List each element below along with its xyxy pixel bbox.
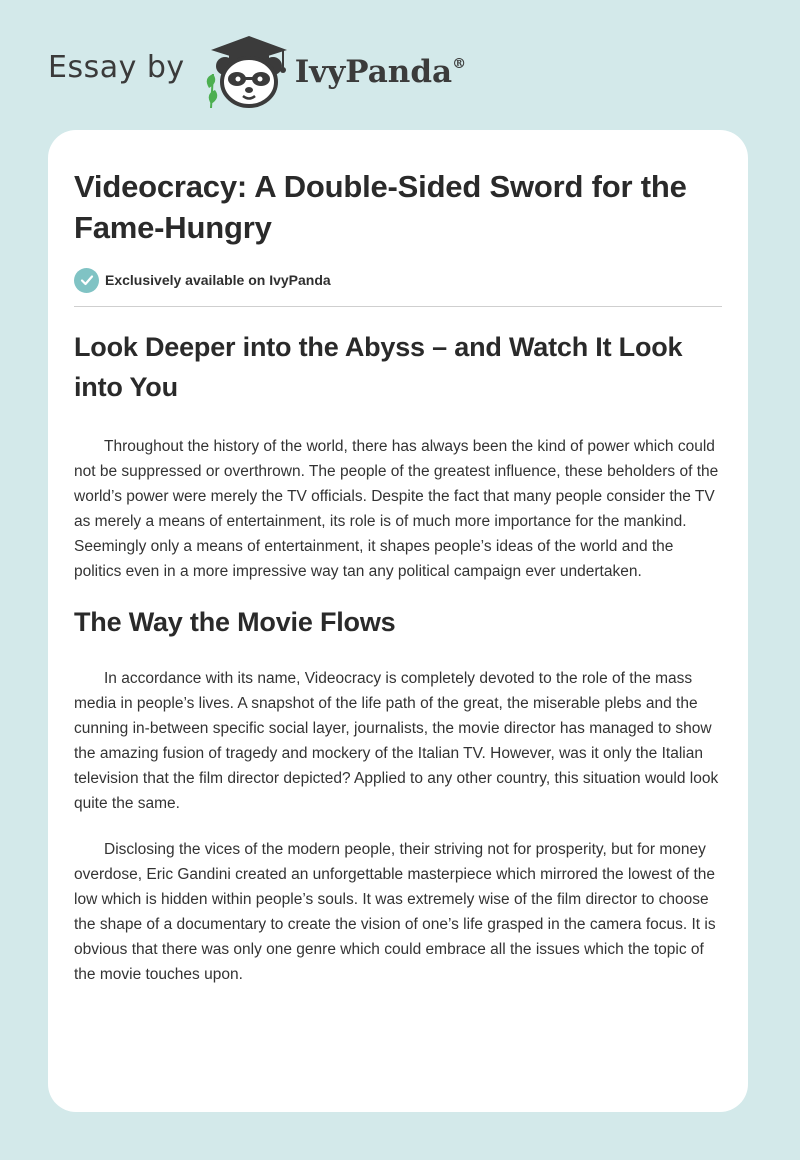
exclusive-label: Exclusively available on IvyPanda (105, 272, 331, 288)
check-icon (74, 268, 99, 293)
divider (74, 306, 722, 307)
brand-name: IvyPanda® (294, 54, 467, 90)
section-heading: Look Deeper into the Abyss – and Watch It Look into You (74, 332, 683, 402)
paragraph: Disclosing the vices of the modern people, their striving not for prosperity, but for money overdose, Eric Gandini created an unforgettable masterpiece which mirrored the lowest of the low which is hidden within people’s souls. It was extremely wise of the film director to choose the shape of a documentary to create the vision of one’s life grasped in the camera focus. It is obvious that there was only one genre which could embrace all the issues which the topic of the movie touches upon. (74, 841, 716, 983)
exclusive-badge (74, 266, 722, 294)
essay-card (48, 130, 748, 1112)
section-heading: The Way the Movie Flows (74, 607, 396, 637)
panda-graduate-icon (199, 30, 291, 110)
paragraph: In accordance with its name, Videocracy is completely devoted to the role of the mass media in people’s lives. A snapshot of the life path of the great, the miserable plebs and the cunning in-between specific social layer, journalists, the movie director has managed to show the amazing fusion of tragedy and mockery of the Italian TV. However, was it only the Italian television that the film director depicted? Applied to any other country, this situation would look quite the same. (74, 670, 719, 812)
site-header (48, 30, 466, 110)
essay-title: Videocracy: A Double-Sided Sword for the Fame-Hungry (74, 169, 687, 245)
paragraph: Throughout the history of the world, there has always been the kind of power which could not be suppressed or overthrown. The people of the greatest influence, these beholders of the world’s power were merely the TV officials. Despite the fact that many people consider the TV as merely a means of entertainment, its role is of much more importance for the mankind. Seemingly only a means of entertainment, it shapes people’s ideas of the world and the politics even in a more impressive way tan any political campaign ever undertaken. (74, 438, 719, 580)
essay-by-label: Essay by (48, 49, 185, 85)
